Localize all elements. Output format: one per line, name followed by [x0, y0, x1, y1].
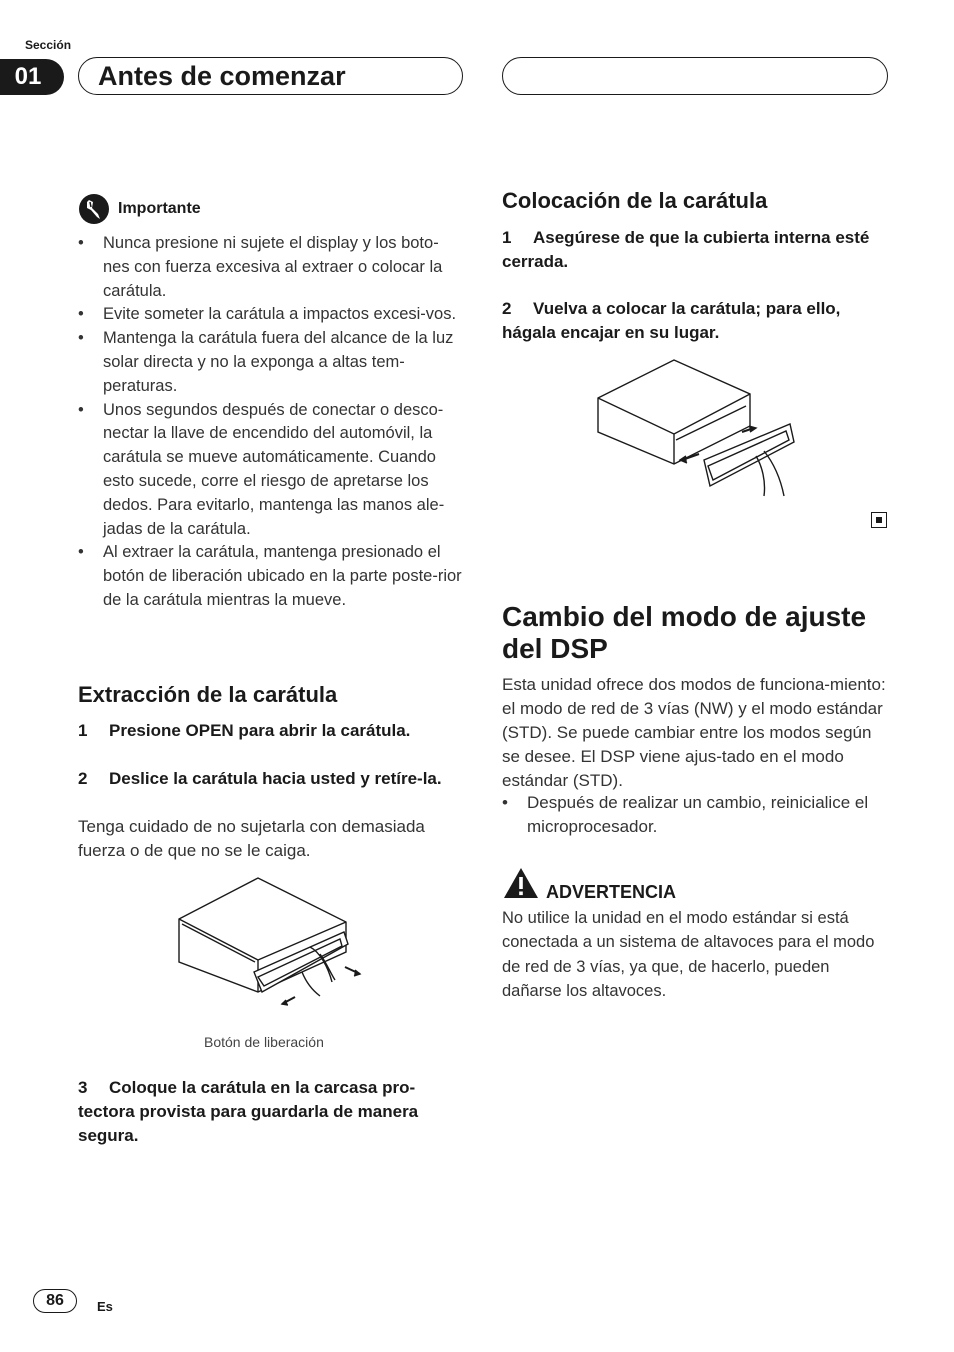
important-list	[78, 232, 464, 613]
end-of-section-icon	[871, 512, 887, 528]
page-title: Antes de comenzar	[98, 61, 346, 91]
extraction-step-2	[78, 767, 464, 791]
list-item: • Evite someter la carátula a impactos excesi-vos.	[78, 303, 464, 327]
figure-caption: Botón de liberación	[204, 1034, 324, 1050]
placement-illustration	[594, 356, 799, 506]
step-number: 2	[502, 299, 512, 318]
step-text: Vuelva a colocar la carátula; para ello, hágala encajar en su lugar.	[502, 299, 841, 342]
placement-step-2	[502, 297, 888, 345]
extraction-step-3	[78, 1076, 464, 1148]
step-text: Deslice la carátula hacia usted y retíre-la.	[109, 769, 442, 788]
important-icon	[78, 193, 110, 225]
extraction-illustration	[170, 872, 370, 1032]
warning-icon	[502, 866, 540, 900]
step-number: 2	[78, 769, 88, 788]
warning-label: ADVERTENCIA	[546, 882, 677, 902]
step-number: 3	[78, 1078, 88, 1097]
section-label: Sección	[25, 38, 72, 52]
header-empty-frame	[502, 57, 888, 95]
step-text: Presione OPEN para abrir la carátula.	[109, 721, 411, 740]
language-code: Es	[97, 1299, 113, 1314]
section-number-badge: 01	[0, 59, 64, 95]
placement-step-1	[502, 226, 888, 274]
list-item: • Mantenga la carátula fuera del alcance de la luz solar directa y no la exponga a altas tem-peraturas.	[78, 327, 464, 398]
important-label: Importante	[118, 200, 201, 217]
extraction-note: Tenga cuidado de no sujetarla con demasiada fuerza o de que no se le caiga.	[78, 817, 425, 860]
page-number: 86	[33, 1289, 77, 1313]
dsp-heading: Cambio del modo de ajuste del DSP	[502, 601, 867, 664]
list-item: • Unos segundos después de conectar o desco-nectar la llave de encendido del automóvil, la carátula se mueve automáticamente. Cuando esto sucede, corre el riesgo de apretarse los dedos. Para evitarlo, mantenga las manos ale-jadas de la carátula.	[78, 399, 464, 542]
step-number: 1	[78, 721, 88, 740]
placement-heading: Colocación de la carátula	[502, 188, 768, 213]
list-item: • Nunca presione ni sujete el display y los boto-nes con fuerza excesiva al extraer o colocar la carátula.	[78, 232, 464, 303]
list-item: • Al extraer la carátula, mantenga presionado el botón de liberación ubicado en la parte poste-rior de la carátula mientras la mueve.	[78, 541, 464, 612]
extraction-heading: Extracción de la carátula	[78, 682, 338, 707]
extraction-step-1	[78, 719, 464, 743]
step-number: 1	[502, 228, 512, 247]
warning-text: No utilice la unidad en el modo estándar si está conectada a un sistema de altavoces para el modo de red de 3 vías, ya que, de hacerlo, pueden dañarse los altavoces.	[502, 909, 875, 1000]
step-text: Coloque la carátula en la carcasa pro-tectora provista para guardarla de manera segura.	[78, 1078, 419, 1145]
dsp-bullet-list	[502, 791, 888, 839]
step-text: Asegúrese de que la cubierta interna esté cerrada.	[502, 228, 870, 271]
list-item: • Después de realizar un cambio, reinicialice el microprocesador.	[502, 791, 888, 839]
dsp-body: Esta unidad ofrece dos modos de funciona-miento: el modo de red de 3 vías (NW) y el modo estándar (STD). Se puede cambiar entre los modos según se desee. El DSP viene ajus-tado en el modo estándar (STD).	[502, 675, 886, 790]
